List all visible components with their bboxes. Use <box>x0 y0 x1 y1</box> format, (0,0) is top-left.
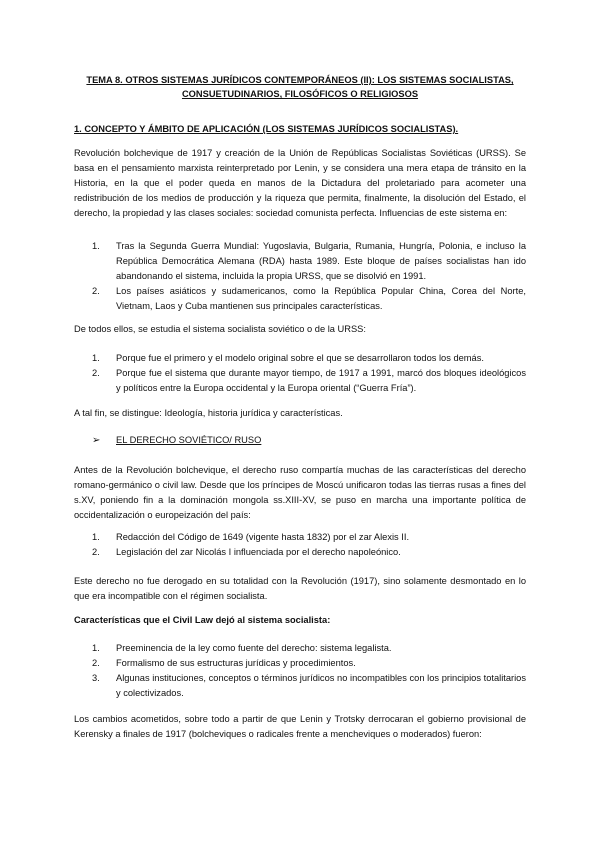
code-list <box>92 530 526 560</box>
list-number: 2. <box>92 658 100 668</box>
list-item <box>92 545 526 560</box>
list-text: Algunas instituciones, conceptos o términos jurídicos no incompatibles con los principios totalitarios y colectivizados. <box>116 673 526 698</box>
list-number: 1. <box>92 532 100 542</box>
reasons-list <box>92 351 526 396</box>
list-item <box>92 656 526 671</box>
list-number: 1. <box>92 241 100 251</box>
list-number: 1. <box>92 353 100 363</box>
list-text: Los países asiáticos y sudamericanos, como la República Popular China, Corea del Norte, Vietnam, Laos y Cuba mantienen sus principales características. <box>116 286 526 311</box>
history-paragraph: Antes de la Revolución bolchevique, el derecho ruso compartía muchas de las características del derecho romano-germánico o civil law. Desde que los príncipes de Moscú unificaron todas las tierras rusas a fines del s.XV, poniendo fin a la dominación mongola ss.XIII-XV, se puso en marcha una importante política de occidentalización o europeización del país: <box>74 465 526 520</box>
features-list <box>92 641 526 701</box>
arrow-bullet-icon: ➢ <box>92 435 101 446</box>
list-item <box>92 366 526 396</box>
list-item <box>92 530 526 545</box>
list-text: Legislación del zar Nicolás I influenciada por el derecho napoleónico. <box>116 547 401 557</box>
list-item <box>92 239 526 284</box>
list-item <box>92 641 526 656</box>
subsection-heading: EL DERECHO SOVIÉTICO/ RUSO <box>116 435 262 445</box>
list-number: 2. <box>92 368 100 378</box>
features-heading: Características que el Civil Law dejó al sistema socialista: <box>74 615 331 625</box>
list-number: 3. <box>92 673 100 683</box>
document-title <box>74 73 526 101</box>
changes-paragraph: Los cambios acometidos, sobre todo a partir de que Lenin y Trotsky derrocaran el gobierno provisional de Kerensky a finales de 1917 (bolcheviques o radicales frente a mencheviques o moderados) fueron: <box>74 714 526 739</box>
distinguish-paragraph: A tal fin, se distingue: Ideología, historia jurídica y características. <box>74 408 343 418</box>
list-number: 2. <box>92 547 100 557</box>
list-text: Redacción del Código de 1649 (vigente hasta 1832) por el zar Alexis II. <box>116 532 410 542</box>
influences-list <box>92 239 526 314</box>
intro-paragraph: Revolución bolchevique de 1917 y creación de la Unión de Repúblicas Socialistas Soviéticas (URSS). Se basa en el pensamiento marxista reinterpretado por Lenin, y se considera una mera etapa de tránsito en la Historia, en la que el poder queda en manos de la Dictadura del proletariado para acometer una redistribución de los medios de producción y la riqueza que permita, finalmente, la disolución del Estado, el derecho, la propiedad y las clases sociales: sociedad comunista perfecta. Influencias de este sistema en: <box>74 148 526 218</box>
study-paragraph: De todos ellos, se estudia el sistema socialista soviético o de la URSS: <box>74 324 366 334</box>
list-item <box>92 671 526 701</box>
list-number: 1. <box>92 643 100 653</box>
list-text: Formalismo de sus estructuras jurídicas y procedimientos. <box>116 658 356 668</box>
list-item <box>92 284 526 314</box>
list-number: 2. <box>92 286 100 296</box>
list-item <box>92 351 526 366</box>
derogation-paragraph: Este derecho no fue derogado en su totalidad con la Revolución (1917), sino solamente desmontado en lo que era incompatible con el régimen socialista. <box>74 576 526 601</box>
list-text: Porque fue el sistema que durante mayor tiempo, de 1917 a 1991, marcó dos bloques ideológicos y políticos entre la Europa occidental y la Europa oriental (“Guerra Fría”). <box>116 368 526 393</box>
list-text: Tras la Segunda Guerra Mundial: Yugoslavia, Bulgaria, Rumania, Hungría, Polonia, e incluso la República Democrática Alemana (RDA) hasta 1989. Este bloque de países socialistas han ido abandonando el sistema, incluida la propia URSS, que se disolvió en 1991. <box>116 241 526 281</box>
section-heading: 1. CONCEPTO Y ÁMBITO DE APLICACIÓN (LOS SISTEMAS JURÍDICOS SOCIALISTAS). <box>74 124 459 134</box>
title-line-1: TEMA 8. OTROS SISTEMAS JURÍDICOS CONTEMPORÁNEOS (II): LOS SISTEMAS SOCIALISTAS, <box>86 75 514 85</box>
list-text: Preeminencia de la ley como fuente del derecho: sistema legalista. <box>116 643 392 653</box>
title-line-2: CONSUETUDINARIOS, FILOSÓFICOS O RELIGIOSOS <box>181 89 419 99</box>
subsection-bullet <box>92 433 261 448</box>
list-text: Porque fue el primero y el modelo original sobre el que se desarrollaron todos los demás. <box>116 353 484 363</box>
